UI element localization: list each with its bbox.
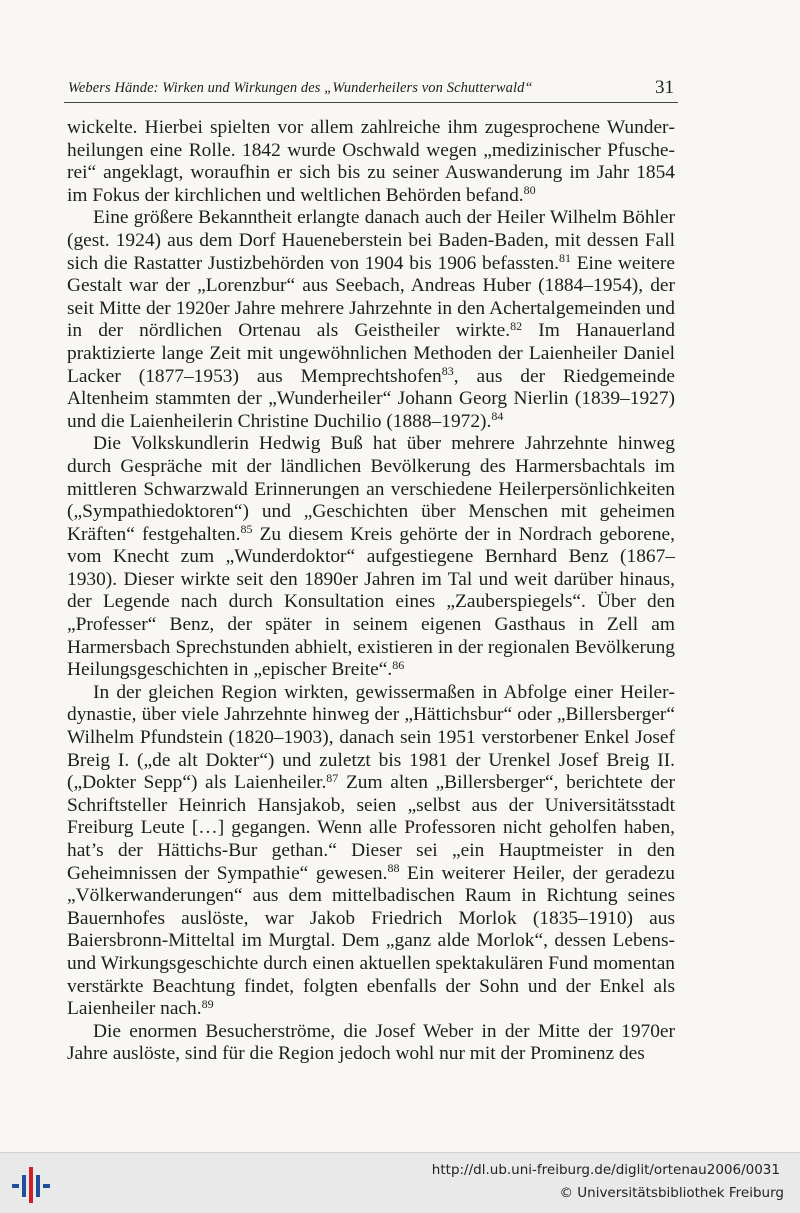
footnote-reference[interactable]: 87 [326, 770, 339, 785]
paragraph-text: Ein weiterer Heiler, der geradezu „Völkerwanderungen“ aus dem mittelbadischen Raum in Richtung seines Bauernhofes auslöste, war Jakob Friedrich Morlok (1835–1910) aus Baiersbronn-Mitteltal im Murgtal. Dem „ganz alde Morlok“, dessen Lebens- und Wirkungsgeschichte durch einen aktuellen spektakulären Fund momentan verstärkte Beachtung findet, folgten ebenfalls der Sohn und der Enkel als Laienheiler nach. [67, 862, 675, 1020]
ub-freiburg-logo-icon[interactable] [12, 1167, 52, 1203]
paragraph-text: Eine größere Bekanntheit erlangte danach auch der Heiler Wilhelm Böhler (gest. 1924) aus dem Dorf Haueneberstein bei Baden-Baden, mit dessen Fall sich die Rastatter Justizbehörden von 1904 bis 1906 befassten. [67, 207, 675, 274]
body-text [67, 117, 675, 1066]
footnote-reference[interactable]: 81 [559, 251, 571, 266]
footnote-reference[interactable]: 83 [441, 364, 454, 379]
paragraph-text: wickelte. Hierbei spielten vor allem zahlreiche ihm zugesprochene Wunderheilungen eine Rolle. 1842 wurde Oschwald wegen „medizinischer Pfuscherei“ angeklagt, woraufhin er sich bis zu seiner Auswanderung im Jahr 1854 im Fokus der kirchlichen und weltlichen Behörden befand. [67, 117, 675, 206]
paragraph-text: Eine weitere Gestalt war der „Lorenzbur“ aus Seebach, Andreas Huber (1884–1954), der seit Mitte der 1920er Jahre mehrere Jahrzehnte in den Achertalgemeinden und in der nördlichen Ortenau als Geistheiler wirkte. [67, 252, 675, 342]
body-paragraph [67, 1021, 675, 1066]
footnote-reference[interactable]: 86 [392, 657, 405, 672]
footer-bar [0, 1152, 800, 1213]
footnote-reference[interactable]: 80 [523, 183, 536, 198]
paragraph-text: Die Volkskundlerin Hedwig Buß hat über mehrere Jahrzehnte hinweg durch Gespräche mit der ländlichen Bevölkerung des Harmersbachtals im mittleren Schwarzwald Erinnerungen an verschiedene Heilerpersönlichkeiten („Sympathiedoktoren“) und „Geschichten über Menschen mit geheimen Kräften“ festgehalten. [67, 433, 675, 545]
body-paragraph [67, 433, 675, 682]
paragraph-text: Zum alten „Billersberger“, berichtete der Schriftsteller Heinrich Hansjakob, seien „selbst aus der Universitätsstadt Freiburg Leute […] gegangen. Wenn alle Professoren nicht geholfen haben, hat’s der Hättichs-Bur gethan.“ Dieser sei „ein Hauptmeister in den Geheimnissen der Sympathie“ gewesen. [67, 772, 675, 884]
footnote-reference[interactable]: 85 [240, 522, 253, 537]
body-paragraph [67, 682, 675, 1021]
paragraph-text: Im Hanauerland praktizierte lange Zeit mit ungewöhnlichen Methoden der Laienheiler Daniel Lacker (1877–1953) aus Memprechtshofen [67, 320, 676, 387]
running-head [64, 78, 678, 103]
paragraph-text: Die enormen Besucherströme, die Josef Weber in der Mitte der 1970er Jahre auslöste, sind für die Region jedoch wohl nur mit der Prominenz des [67, 1020, 675, 1065]
page-number: 31 [655, 77, 674, 98]
footnote-reference[interactable]: 88 [387, 861, 400, 876]
paragraph-text: In der gleichen Region wirkten, gewissermaßen in Abfolge einer Heilerdynastie, über viele Jahrzehnte hinweg der „Hättichsbur“ oder „Billersberger“ Wilhelm Pfundstein (1820–1903), danach sein 1951 verstorbener Enkel Josef Breig I. („de alt Dokter“) und zuletzt bis 1981 der Urenkel Josef Breig II. („Dokter Sepp“) als Laienheiler. [67, 681, 675, 794]
footnote-reference[interactable]: 89 [201, 996, 214, 1011]
copyright-notice: © Universitätsbibliothek Freiburg [559, 1185, 784, 1201]
paragraph-text: , aus der Riedgemeinde Altenheim stammten der „Wunderheiler“ Johann Georg Nierlin (1839–1927) und die Laienheilerin Christine Duchilio (1888–1972). [67, 365, 675, 432]
footnote-reference[interactable]: 82 [510, 318, 523, 333]
paragraph-text: Zu diesem Kreis gehörte der in Nordrach geborene, vom Knecht zum „Wunderdoktor“ aufgestiegene Bernhard Benz (1867–1930). Dieser wirkte seit den 1890er Jahren im Tal und weit darüber hinaus, der Legende nach durch Konsultation eines „Zauberspiegels“. Über den „Professer“ Benz, der später in seinem eigenen Gasthaus in Zell am Harmersbach Sprechstunden abhielt, existieren in der regionalen Bevölkerung Heilungsgeschichten in „epischer Breite“. [67, 523, 675, 681]
body-paragraph [67, 117, 675, 207]
source-url-link[interactable]: http://dl.ub.uni-freiburg.de/diglit/ortenau2006/0031 [431, 1162, 780, 1178]
body-paragraph [67, 207, 675, 433]
running-title: Webers Hände: Wirken und Wirkungen des „Wunderheilers von Schutterwald“ [68, 80, 533, 96]
footnote-reference[interactable]: 84 [491, 409, 504, 424]
